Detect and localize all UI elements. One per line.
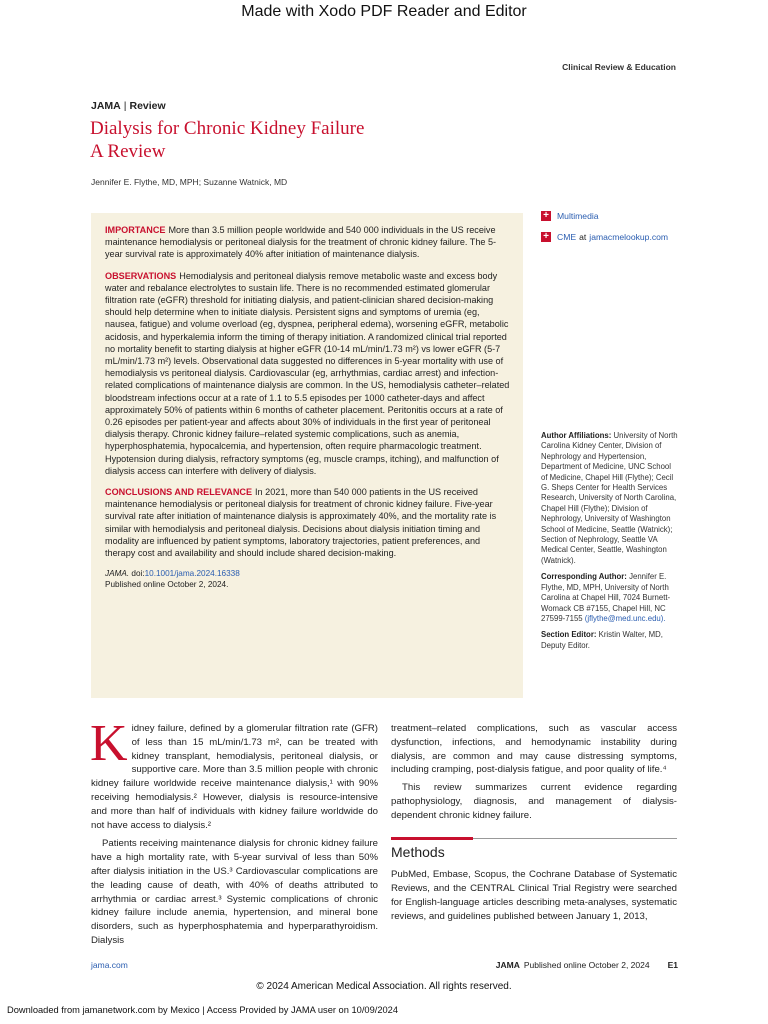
cme-link[interactable] <box>541 232 668 242</box>
observations-heading: OBSERVATIONS <box>105 270 177 281</box>
footer-journal: JAMA <box>495 960 520 970</box>
drop-cap: K <box>90 715 128 772</box>
email-link[interactable]: (jflythe@med.unc.edu). <box>584 613 666 623</box>
affiliations-block <box>541 431 678 566</box>
multimedia-link[interactable] <box>541 211 599 221</box>
methods-heading: Methods <box>391 843 445 860</box>
body-paragraph <box>90 715 378 832</box>
copyright-notice: © 2024 American Medical Association. All rights reserved. <box>256 981 512 992</box>
corresponding-text: Jennifer E. Flythe, MD, MPH, University of North Carolina at Chapel Hill, 7024 Burnett-Womack CB #7155, Chapel Hill, NC 27599-7155 <box>541 572 671 623</box>
abstract-importance <box>105 224 511 261</box>
abstract-box <box>91 213 523 698</box>
editor-text: Kristin Walter, MD, Deputy Editor. <box>541 630 663 650</box>
paragraph-text: idney failure, defined by a glomerular filtration rate (GFR) of less than 15 mL/min/1.73 m², can be treated with kidney transplant, hemodialysis, peritoneal dialysis, or supportive care. More than 3.5 million people with chronic kidney failure worldwide receive maintenance dialysis,¹ with 90% receiving hemodialysis.² However, dialysis is resource-intensive and more than half of individuals with kidney failure worldwide do not have access to dialysis.² <box>91 723 378 831</box>
title-main: Dialysis for Chronic Kidney Failure <box>90 118 365 139</box>
cme-at: at <box>579 232 587 242</box>
journal-name: JAMA <box>91 100 121 112</box>
cite-journal: JAMA. <box>105 569 130 579</box>
cme-url[interactable]: jamacmelookup.com <box>589 232 669 242</box>
body-paragraph: PubMed, Embase, Scopus, the Cochrane Database of Systematic Reviews, and the CENTRAL Clinical Trial Registry were searched for English-language articles describing meta-analyses, systematic reviews, and guidelines published between January 1, 2013, <box>391 869 677 922</box>
section-label: Clinical Review & Education <box>562 62 676 72</box>
corresponding-block <box>541 572 678 624</box>
abstract-observations <box>105 270 511 477</box>
author-affiliations <box>541 431 678 657</box>
cite-doi-prefix: doi: <box>131 569 145 579</box>
corresponding-heading: Corresponding Author: <box>541 572 627 582</box>
multimedia-label: Multimedia <box>557 211 599 221</box>
footer-site-link[interactable]: jama.com <box>91 960 128 970</box>
abstract-conclusions <box>105 486 511 559</box>
download-notice: Downloaded from jamanetwork.com by Mexico | Access Provided by JAMA user on 10/09/2024 <box>7 1005 399 1015</box>
body-column-right <box>391 722 677 924</box>
journal-separator: | <box>123 100 127 112</box>
plus-box-icon: + <box>541 211 551 221</box>
affiliations-heading: Author Affiliations: <box>541 431 612 440</box>
body-paragraph: Patients receiving maintenance dialysis for chronic kidney failure have a high mortality rate, with 5-year survival of less than 50% after dialysis initiation in the US.³ Cardiovascular complications are the leading cause of death, with 40% of deaths attributed to arrhythmia or cardiac arrest.³ Systemic complications of chronic kidney failure include anemia, hypertension, and mineral bone disorders, such as hyperphosphatemia and hyperparathyroidism. Dialysis <box>91 838 378 946</box>
article-type: Review <box>129 100 166 112</box>
importance-text: More than 3.5 million people worldwide and 540 000 individuals in the US receive maintenance hemodialysis or peritoneal dialysis for the treatment of chronic kidney failure. The 5-year survival rate is approximately 40% after initiation of maintenance dialysis. <box>105 225 497 260</box>
observations-text: Hemodialysis and peritoneal dialysis remove metabolic waste and excess body water and rebalance electrolytes to sustain life. There is no recommended estimated glomerular filtration rate (eGFR) threshold for initiating dialysis, and patient-clinician shared decision-making should help determine when to initiate dialysis. Persistent signs and symptoms of uremia (eg, nausea, fatigue) and volume overload (eg, dyspnea, peripheral edema), worsening eGFR, metabolic acidosis, and hyperkalemia inform the timing of therapy initiation. A randomized clinical trial reported no mortality benefit to starting dialysis at higher eGFR (10-14 mL/min/1.73 m²) vs lower eGFR (5-7 mL/min/1.73 m²) levels. Observational data suggested no differences in 5-year mortality with use of hemodialysis vs peritoneal dialysis. Cardiovascular (eg, arrhythmias, cardiac arrest) and infection-related complications of maintenance dialysis are common. In the US, hemodialysis catheter–related bloodstream infections occur at a rate of 1.1 to 5.5 episodes per 1000 catheter-days and affect approximately 50% of patients within 6 months of catheter placement. Peritonitis occurs at a rate of 0.26 episodes per patient-year and affects about 30% of individuals in the first year of peritoneal dialysis therapy. Chronic kidney failure–related systemic complications, such as anemia, hyperphosphatemia, hypocalcemia, and hypertension, often require pharmacologic treatment. Hypotension during dialysis, refractory symptoms (eg, muscle cramps, itching), and malfunction of dialysis access can interfere with delivery of dialysis. <box>105 270 510 476</box>
citation <box>105 568 511 590</box>
body-column-left <box>90 715 378 948</box>
conclusions-heading: CONCLUSIONS AND RELEVANCE <box>105 487 253 498</box>
footer-published: Published online October 2, 2024 <box>523 960 650 970</box>
cme-label: CME <box>557 232 577 242</box>
section-rule <box>391 837 677 840</box>
journal-line <box>91 100 166 112</box>
plus-box-icon: + <box>541 232 551 242</box>
author-list: Jennifer E. Flythe, MD, MPH; Suzanne Watnick, MD <box>91 177 288 187</box>
body-paragraph: treatment–related complications, such as vascular access dysfunction, infections, and hemodynamic instability during dialysis, are common and may cause distressing symptoms, including cramping, post-dialysis fatigue, and poor quality of life.⁴ <box>391 723 677 776</box>
page-number: E1 <box>667 960 678 970</box>
footer-journal-info <box>496 960 678 970</box>
banner-text: Made with Xodo PDF Reader and Editor <box>241 3 527 20</box>
conclusions-text: In 2021, more than 540 000 patients in the US received maintenance hemodialysis or peritoneal dialysis for treatment of chronic kidney failure. Five-year survival rate after initiation of maintenance dialysis is approximately 40%, and the mortality rate is similar with hemodialysis and peritoneal dialysis. Decisions about dialysis initiation timing and modality are influenced by patient symptoms, laboratory trajectories, patient preferences, and therapy cost and availability and should include shared decision-making. <box>105 487 497 559</box>
affiliations-text: University of North Carolina Kidney Center, Division of Nephrology and Hypertension, Department of Medicine, UNC School of Medicine, Chapel Hill (Flythe); Cecil G. Sheps Center for Health Services Research, University of North Carolina, Chapel Hill (Flythe); Division of Nephrology, University of Washington School of Medicine, Seattle (Watnick); Section of Nephrology, Seattle VA Medical Center, Seattle, Washington (Watnick). <box>541 431 678 565</box>
importance-heading: IMPORTANCE <box>105 225 166 235</box>
article-title <box>90 117 364 163</box>
editor-heading: Section Editor: <box>541 630 597 640</box>
doi-link[interactable]: 10.1001/jama.2024.16338 <box>144 569 240 579</box>
title-subtitle: A Review <box>90 141 166 162</box>
editor-block <box>541 630 678 651</box>
published-date: Published online October 2, 2024. <box>105 580 229 590</box>
body-paragraph: This review summarizes current evidence regarding pathophysiology, diagnosis, and management of dialysis-dependent chronic kidney failure. <box>391 782 677 821</box>
